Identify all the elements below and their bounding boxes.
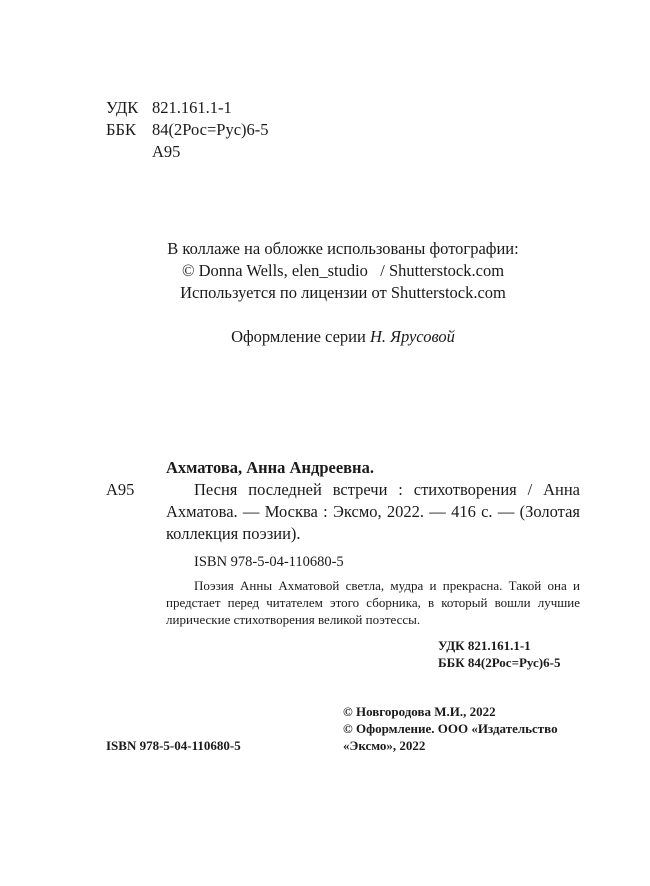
card-bbk: ББК 84(2Рос=Рус)6-5 — [438, 655, 561, 670]
card-isbn: ISBN 978-5-04-110680-5 — [194, 554, 344, 570]
bbk-value: 84(2Рос=Рус)6-5 — [152, 120, 269, 139]
copyright-author: © Новгородова М.И., 2022 — [343, 704, 496, 719]
credits-line-2: © Donna Wells, elen_studio / Shutterstock.com — [181, 261, 505, 280]
card-description: Песня последней встречи : стихотворения / Анна Ахматова. — Москва : Эксмо, 2022. — 416 с. — (Золотая коллекция поэзии). — [166, 480, 580, 543]
card-author: Ахматова, Анна Андреевна. — [166, 458, 374, 477]
series-design-prefix: Оформление серии — [231, 327, 366, 346]
udk-value: 821.161.1-1 — [152, 98, 232, 117]
udk-label: УДК — [106, 98, 139, 117]
credits-line-1: В коллаже на обложке использованы фотографии: — [167, 239, 519, 258]
bbk-label: ББК — [106, 120, 136, 139]
copyright-design: © Оформление. ООО «Издательство «Эксмо», 2022 — [343, 721, 558, 753]
credits-line-3: Используется по лицензии от Shutterstock.com — [180, 283, 506, 302]
series-design-credit — [100, 326, 586, 348]
footer-isbn: ISBN 978-5-04-110680-5 — [106, 738, 241, 753]
card-annotation: Поэзия Анны Ахматовой светла, мудра и прекрасна. Такой она и предстает перед читателем этого сборника, в который вошли лучшие лирические стихотворения великой поэтессы. — [166, 578, 580, 627]
series-designer-name: Н. Ярусовой — [369, 327, 455, 346]
author-mark: А95 — [152, 142, 181, 161]
card-udk: УДК 821.161.1-1 — [438, 638, 531, 653]
card-author-mark: А95 — [106, 480, 135, 499]
